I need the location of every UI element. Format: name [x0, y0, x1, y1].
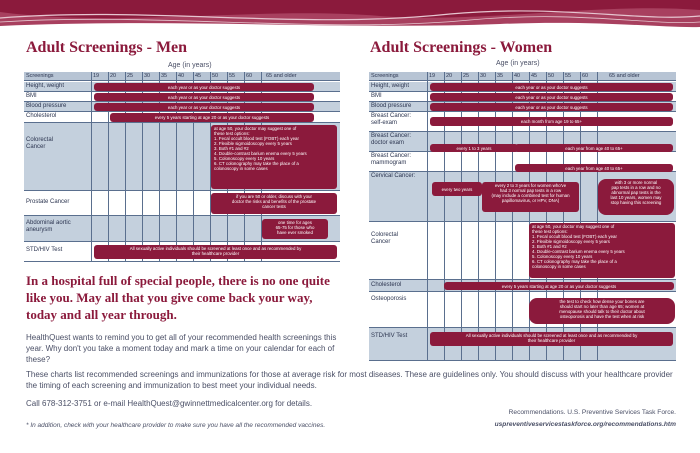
men-bar-prostate [211, 193, 337, 214]
bar-text: these test options: [532, 229, 568, 234]
row-label: aneurysm [26, 227, 53, 233]
bar-text: every 2 to 3 years for women who've [494, 183, 567, 188]
men-header-age: 45 [195, 73, 202, 79]
row-label: STD/HIV Test [26, 247, 63, 253]
women-bar-blood-pressure: each year or as your doctor suggests [430, 103, 673, 111]
row-label: self-exam [371, 120, 398, 126]
men-header-age: 30 [144, 73, 151, 79]
bar-text: colonoscopy in some cases [532, 264, 586, 269]
bar-text: papillomavirus, or HPV, DNA) [501, 198, 560, 203]
bar-text: 3. Both #1 and #2 [214, 146, 249, 151]
bar-text: All sexually active individuals should be screened at least once and as recommended by [129, 246, 302, 251]
row-label: Blood pressure [371, 103, 412, 109]
bar-text: cancer tests [262, 204, 286, 209]
bar-text: should start no later than age 65; women at [559, 304, 645, 309]
women-screening-table [369, 72, 676, 361]
grid-line [91, 72, 92, 262]
row-label: Breast Cancer: [371, 153, 412, 159]
bar-text: (may include a combined test for human [491, 193, 570, 198]
women-bar-mammogram: each year from age 40 to 65+ [515, 164, 673, 172]
bar-text: All sexually active individuals should be screened at least once and as recommended by [465, 333, 638, 338]
women-bar-bmi: each year or as your doctor suggests [430, 93, 673, 101]
bar-text: doctor the risks and benefits of the prostate [231, 199, 317, 204]
men-header-age: 60 [246, 73, 253, 79]
bar-text: menopause should talk to their doctor about [559, 309, 645, 314]
row-label: Abdominal aortic [26, 220, 71, 226]
grid-line [427, 72, 428, 361]
bar-text: abnormal pap tests in the [611, 190, 661, 195]
bar-text: at age 50, your doctor may suggest one of [214, 126, 297, 131]
women-header-age: 50 [548, 73, 555, 79]
grid-line [495, 72, 496, 361]
bar-text: if you are 50 or older, discuss with your [236, 194, 312, 199]
men-header-age: 35 [161, 73, 168, 79]
men-header-age: 20 [110, 73, 117, 79]
women-header-age: 60 [582, 73, 589, 79]
bar-text: 6. CT colonography may take the place of a [532, 259, 617, 264]
bar-text: 5. Colonoscopy every 10 years [532, 254, 593, 259]
grid-line [478, 72, 479, 361]
bar-text: 2. Flexible sigmoidoscopy every 5 years [532, 239, 610, 244]
men-bar-aaa [262, 219, 328, 239]
bar-text: 4. Double-contrast barium enema every 5 years [532, 249, 625, 254]
women-bar-colorectal [529, 223, 675, 278]
women-header-age: 20 [446, 73, 453, 79]
women-header-age: 30 [480, 73, 487, 79]
bar-text: 65-75 for those who [275, 225, 315, 230]
bar-text: 1. Fecal occult blood test (FOBT) each year [532, 234, 617, 239]
row-label: Cancer [371, 239, 391, 245]
bar-text: osteoporosis and have the test when at risk [559, 314, 645, 319]
bar-text: 6. CT colonography may take the place of a [214, 161, 299, 166]
grid-line [461, 72, 462, 361]
bar-text: their healthcare provider [527, 338, 576, 343]
women-bar-height-weight: each year or as your doctor suggests [430, 83, 673, 91]
women-bar-breast-doctor-b: each year from age 40 to 65+ [515, 144, 673, 152]
bar-text: the test to check how dense your bones are [559, 299, 645, 304]
women-bar-cervical-a: every two years [432, 182, 482, 196]
men-bar-colorectal [211, 125, 337, 189]
women-age-label: Age (in years) [496, 60, 540, 67]
bar-text: had 3 normal pap tests in a row [499, 188, 562, 193]
row-label: Cholesterol [371, 282, 402, 288]
men-header-age: 50 [212, 73, 219, 79]
bar-text: pap tests in a row and no [611, 185, 661, 190]
row-label: BMI [26, 93, 37, 99]
bar-text: these test options: [214, 131, 250, 136]
guidelines-text: These charts list recommended screenings and immunizations for those at average risk for most diseases. These are guidelines only. You should discuss with your healthcare provider the timing of each screening and immunization to best meet your individual needs. [26, 370, 673, 390]
men-screening-table [24, 72, 340, 262]
grid-line [444, 72, 445, 361]
row-label: BMI [371, 93, 382, 99]
women-header-age: 65 and older [609, 73, 640, 79]
women-bar-std [430, 332, 673, 346]
men-bar-bmi: each year or as your doctor suggests [94, 93, 314, 101]
women-header-age: 40 [514, 73, 521, 79]
bar-text: one time for ages [278, 220, 312, 225]
bar-text: 4. Double-contrast barium enema every 5 years [214, 151, 307, 156]
row-label: mammogram [371, 160, 407, 166]
row-label: Height, weight [371, 83, 410, 89]
recommendations-source: Recommendations. U.S. Preventive Services Task Force. [508, 409, 676, 416]
men-header-age: 25 [127, 73, 134, 79]
bar-text: 2. Flexible sigmoidoscopy every 5 years [214, 141, 292, 146]
women-bar-breast-self-exam: each month from age 19 to 65+ [430, 117, 673, 126]
row-label: Colorectal [371, 232, 399, 238]
row-label: Height, weight [26, 83, 65, 89]
women-bar-cholesterol: every 5 years starting at age 20 or as your doctor suggests [444, 282, 674, 290]
row-label: Breast Cancer: [371, 133, 412, 139]
row-label: Cholesterol [26, 113, 57, 119]
bar-text: their healthcare provider [191, 251, 240, 256]
men-title: Adult Screenings - Men [26, 39, 188, 56]
contact-text: Call 678-312-3751 or e-mail HealthQuest@gwinnettmedicalcenter.org for details. [26, 399, 313, 408]
men-header-age: 19 [93, 73, 100, 79]
women-bar-breast-doctor-a: every 1 to 3 years [430, 144, 518, 152]
bar-text: 5. Colonoscopy every 10 years [214, 156, 275, 161]
tagline: In a hospital full of special people, there is no one quite like you. May all that you give come back your way, today and all year through. [26, 273, 330, 322]
women-bar-osteoporosis [529, 298, 675, 324]
decorative-banner [0, 0, 700, 30]
women-header-age: 45 [531, 73, 538, 79]
men-header-age: 55 [229, 73, 236, 79]
bar-text: with 3 or more normal [614, 180, 658, 185]
row-label: Cervical Cancer: [371, 173, 416, 179]
women-header-age: 19 [429, 73, 436, 79]
bar-text: colonoscopy in some cases [214, 166, 268, 171]
men-header-screenings: Screenings [26, 73, 54, 79]
women-bar-cervical-b [482, 182, 579, 212]
women-table-header [369, 72, 676, 81]
men-bar-std [94, 245, 337, 259]
recommendations-url-text: uspreventiveservicestaskforce.org/recommendations.htm [494, 421, 676, 428]
men-bar-cholesterol: every 5 years starting at age 20 or as your doctor suggests [110, 113, 314, 122]
men-age-label: Age (in years) [168, 62, 212, 69]
row-label: Blood pressure [26, 103, 67, 109]
women-header-age: 55 [565, 73, 572, 79]
women-header-screenings: Screenings [371, 73, 399, 79]
reminder-text: HealthQuest wants to remind you to get all of your recommended health screenings this year. Why don't you take a moment today and mark a time on your calendar for each of these? [26, 333, 337, 364]
men-bar-blood-pressure: each year or as your doctor suggests [94, 103, 314, 111]
men-header-age: 65 and older [266, 73, 297, 79]
row-label: Prostate Cancer [26, 199, 70, 205]
row-label: Cancer [26, 144, 46, 150]
row-label: Osteoporosis [371, 296, 407, 302]
bar-text: have ever smoked [277, 230, 313, 235]
recommendations-url [495, 420, 676, 430]
bar-text: 1. Fecal occult blood test (FOBT) each year [214, 136, 299, 141]
bar-text: at age 50, your doctor may suggest one of [532, 224, 615, 229]
women-bar-cervical-c [598, 179, 674, 215]
bar-text: stop having this screening [610, 200, 662, 205]
row-label: Breast Cancer: [371, 113, 412, 119]
women-header-age: 35 [497, 73, 504, 79]
row-label: doctor exam [371, 140, 405, 146]
vaccine-footnote: * In addition, check with your healthcare provider to make sure you have all the recommended vaccines. [26, 422, 326, 429]
men-header-age: 40 [178, 73, 185, 79]
men-bar-height-weight: each year or as your doctor suggests [94, 83, 314, 91]
bar-text: 3. Both #1 and #2 [532, 244, 567, 249]
women-header-age: 25 [463, 73, 470, 79]
women-title: Adult Screenings - Women [370, 39, 553, 56]
grid-line [512, 72, 513, 361]
row-label: STD/HIV Test [371, 333, 408, 339]
bar-text: last 10 years, women may [610, 195, 662, 200]
row-label: Colorectal [26, 137, 54, 143]
men-table-header [24, 72, 340, 81]
